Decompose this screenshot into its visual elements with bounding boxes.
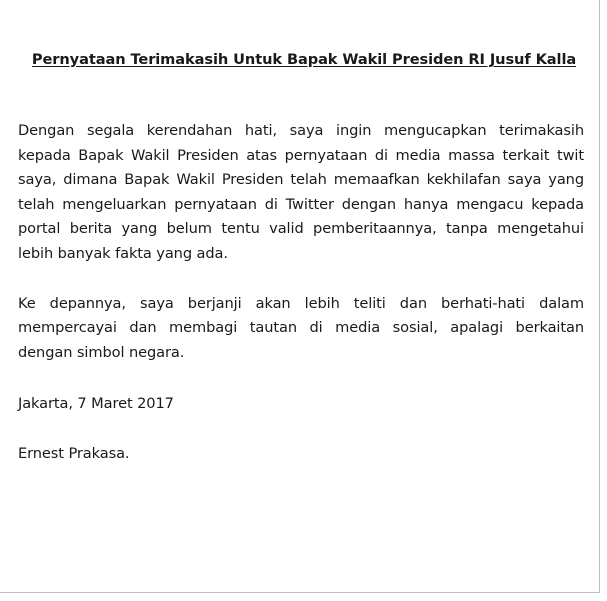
- paragraph-thanks: [18, 119, 584, 267]
- paragraph-line: lebih banyak fakta yang ada.: [18, 244, 228, 262]
- statement-document: [18, 50, 584, 467]
- paragraph-line: kepada Bapak Wakil Presiden atas pernyataan di media massa terkait twit: [18, 146, 584, 164]
- paragraph-line: telah mengeluarkan pernyataan di Twitter dengan hanya mengacu kepada: [18, 195, 584, 213]
- document-title: Pernyataan Terimakasih Untuk Bapak Wakil Presiden RI Jusuf Kalla: [31, 51, 577, 68]
- paragraph-line: Ke depannya, saya berjanji akan lebih teliti dan berhati-hati dalam: [18, 294, 584, 312]
- paragraph-line: mempercayai dan membagi tautan di media sosial, apalagi berkaitan: [18, 319, 584, 337]
- paragraph-line: portal berita yang belum tentu valid pemberitaannya, tanpa mengetahui: [18, 220, 584, 238]
- paragraph-line: Dengan segala kerendahan hati, saya ingin mengucapkan terimakasih: [18, 122, 584, 139]
- paragraph-line: dengan simbol negara.: [18, 343, 185, 361]
- paragraph-line: saya, dimana Bapak Wakil Presiden telah memaafkan kekhilafan saya yang: [18, 171, 584, 189]
- signature-name: Ernest Prakasa.: [18, 444, 130, 462]
- paragraph-promise: [18, 292, 584, 366]
- place-date: Jakarta, 7 Maret 2017: [18, 395, 174, 413]
